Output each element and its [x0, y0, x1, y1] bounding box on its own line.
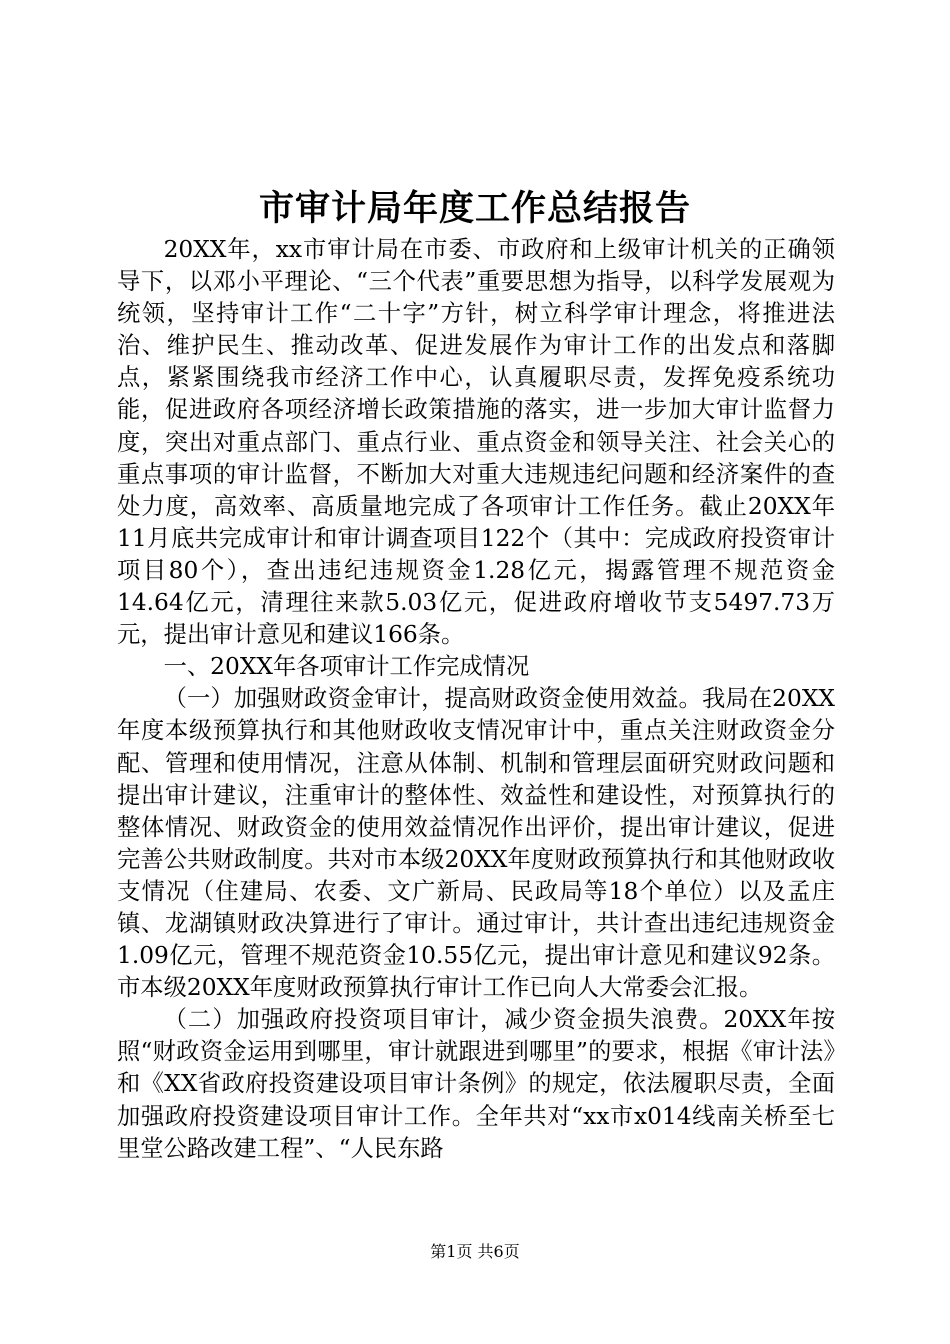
- paragraph-investment-audit: （二）加强政府投资项目审计，减少资金损失浪费。20XX年按照“财政资金运用到哪里，审计就跟进到哪里”的要求，根据《审计法》和《XX省政府投资建设项目审计条例》的规定，依法履职尽责，全面加强政府投资建设项目审计工作。全年共对“xx市x014线南关桥至七里堂公路改建工程”、“人民东路: [117, 1006, 835, 1162]
- page-footer: [0, 1240, 950, 1264]
- document-title: 市审计局年度工作总结报告: [258, 188, 691, 229]
- paragraph-intro: 20XX年，xx市审计局在市委、市政府和上级审计机关的正确领导下，以邓小平理论、“三个代表”重要思想为指导，以科学发展观为统领，坚持审计工作“二十字”方针，树立科学审计理念，将推进法治、维护民生、推动改革、促进发展作为审计工作的出发点和落脚点，紧紧围绕我市经济工作中心，认真履职尽责，发挥免疫系统功能，促进政府各项经济增长政策措施的落实，进一步加大审计监督力度，突出对重点部门、重点行业、重点资金和领导关注、社会关心的重点事项的审计监督，不断加大对重大违规违纪问题和经济案件的查处力度，高效率、高质量地完成了各项审计工作任务。截止20XX年11月底共完成审计和审计调查项目122个（其中：完成政府投资审计项目80个），查出违纪违规资金1.28亿元，揭露管理不规范资金14.64亿元，清理往来款5.03亿元，促进政府增收节支5497.73万元，提出审计意见和建议166条。: [117, 236, 835, 649]
- section-heading: 一、20XX年各项审计工作完成情况: [163, 653, 530, 681]
- page-total: 共6页: [477, 1242, 520, 1261]
- page-number: 第1页: [430, 1242, 473, 1261]
- paragraph-fiscal-audit: （一）加强财政资金审计，提高财政资金使用效益。我局在20XX年度本级预算执行和其他财政收支情况审计中，重点关注财政资金分配、管理和使用情况，注意从体制、机制和管理层面研究财政问题和提出审计建议，注重审计的整体性、效益性和建设性，对预算执行的整体情况、财政资金的使用效益情况作出评价，提出审计建议，促进完善公共财政制度。共对市本级20XX年度财政预算执行和其他财政收支情况（住建局、农委、文广新局、民政局等18个单位）以及孟庄镇、龙湖镇财政决算进行了审计。通过审计，共计查出违纪违规资金1.09亿元，管理不规范资金10.55亿元，提出审计意见和建议92条。市本级20XX年度财政预算执行审计工作已向人大常委会汇报。: [117, 685, 835, 1002]
- document-body: [117, 234, 835, 1165]
